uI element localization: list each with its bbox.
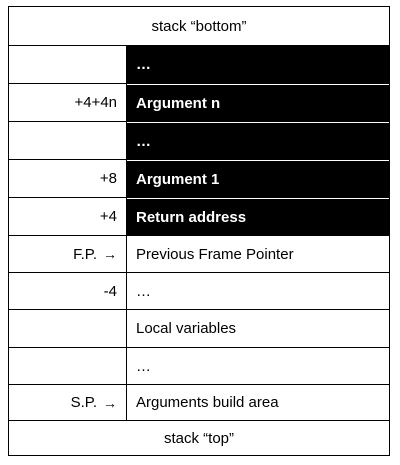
offset-label: [9, 348, 127, 384]
stack-top-row: [9, 420, 389, 455]
arrow-right-icon: →: [103, 394, 117, 411]
stack-top-label: stack “top”: [163, 429, 235, 447]
stack-row-ellipsis-locals-bottom: [9, 347, 389, 384]
stack-cell: …: [136, 357, 151, 375]
stack-cell: Argument 1: [127, 160, 389, 197]
stack-cell: Argument n: [127, 84, 389, 121]
offset-label: +8: [9, 160, 127, 197]
arrow-right-icon: →: [103, 246, 117, 262]
stack-row-previous-frame-pointer: [9, 235, 389, 272]
stack-frame-diagram: [8, 6, 390, 456]
offset-label: S.P. →: [9, 385, 127, 420]
stack-row-argument-1: [9, 159, 389, 197]
stack-cell: …: [127, 46, 389, 83]
stack-cell: Local variables: [136, 320, 237, 337]
offset-label: +4: [9, 198, 127, 235]
stack-bottom-row: [9, 7, 389, 45]
stack-cell: Return address: [127, 198, 389, 235]
stack-row-local-variables: [9, 309, 389, 347]
offset-label: +4+4n: [9, 84, 127, 121]
stack-cell: …: [127, 122, 389, 159]
offset-label: F.P. →: [9, 236, 127, 272]
stack-row-argument-n: [9, 83, 389, 121]
stack-cell: …: [136, 282, 151, 300]
stack-row-return-address: [9, 197, 389, 235]
offset-label: [9, 310, 127, 347]
stack-row-arguments-build-area: [9, 384, 389, 420]
offset-label: [9, 122, 127, 159]
offset-label: [9, 46, 127, 83]
stack-row-ellipsis-locals-top: [9, 272, 389, 309]
offset-label: -4: [9, 273, 127, 309]
stack-cell: Previous Frame Pointer: [136, 245, 294, 263]
stack-bottom-label: stack “bottom”: [151, 17, 247, 35]
stack-cell: Arguments build area: [136, 394, 279, 411]
stack-row-ellipsis-middle: [9, 121, 389, 159]
stack-row-ellipsis-upper: [9, 45, 389, 83]
